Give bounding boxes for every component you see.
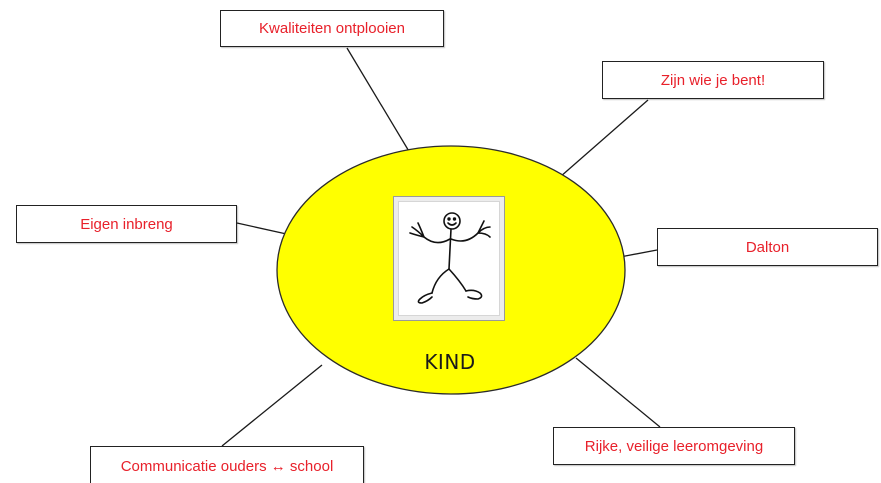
connector-dalton <box>620 250 657 257</box>
label-dalton: Dalton <box>657 228 878 266</box>
connector-zijn <box>560 100 648 177</box>
connector-kwaliteiten <box>347 48 410 153</box>
child-figure-frame <box>393 196 505 321</box>
connector-rijke <box>576 358 660 427</box>
label-kwaliteiten-ontplooien: Kwaliteiten ontplooien <box>220 10 444 47</box>
label-rijke-veilige-leeromgeving: Rijke, veilige leeromgeving <box>553 427 795 465</box>
connector-eigen <box>237 223 291 235</box>
label-eigen-inbreng: Eigen inbreng <box>16 205 237 243</box>
label-zijn-wie-je-bent: Zijn wie je bent! <box>602 61 824 99</box>
stick-figure-child-icon <box>394 197 506 322</box>
label-communicatie-ouders-school: Communicatie ouders ↔ school <box>90 446 364 483</box>
connector-communicatie <box>222 365 322 446</box>
center-label-kind: KIND <box>424 350 476 374</box>
